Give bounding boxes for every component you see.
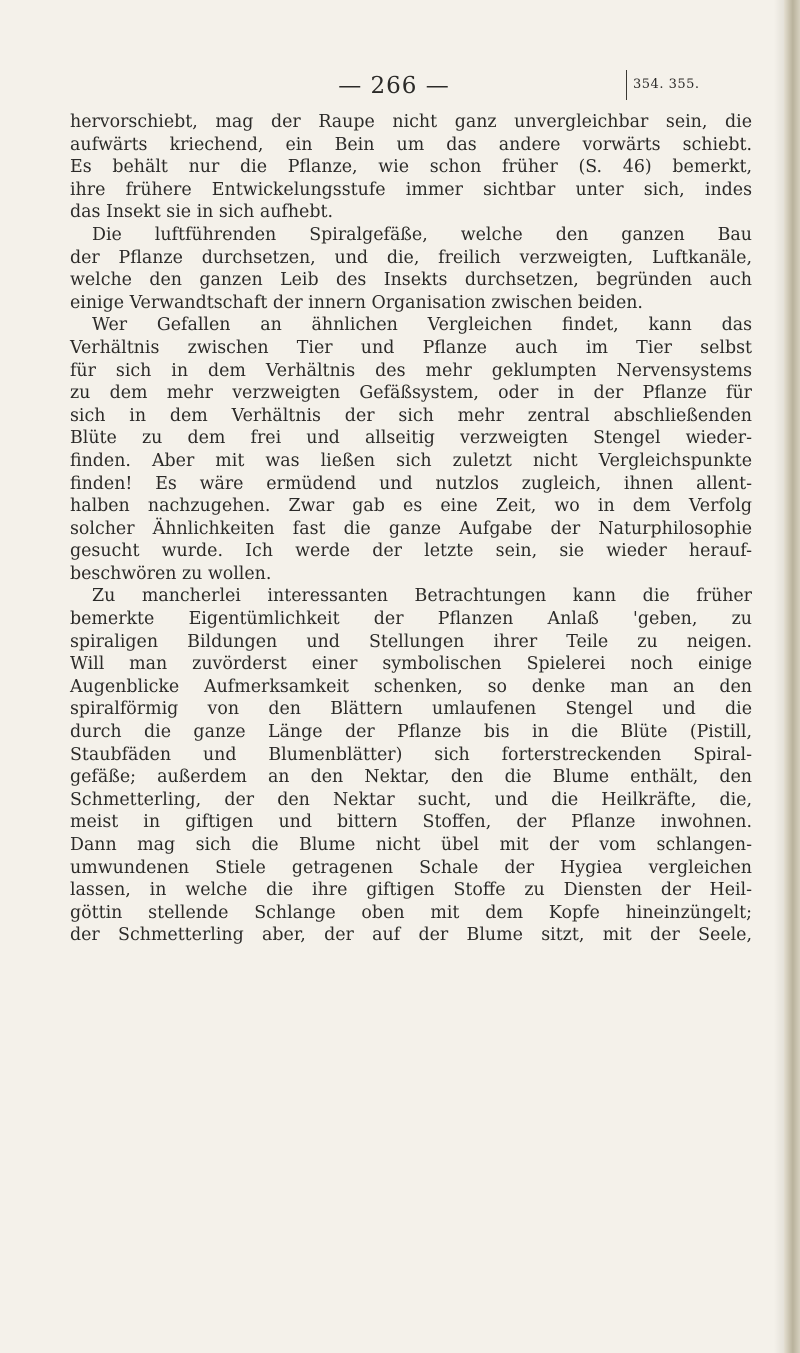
text-line: Augenblicke Aufmerksamkeit schenken, so denke man an den [70,676,752,697]
text-line: Schmetterling, der den Nektar sucht, und die Heilkräfte, die, [70,789,752,810]
body-text [70,111,752,947]
text-line: Dann mag sich die Blume nicht übel mit der vom schlangen- [70,835,752,855]
text-line: halben nachzugehen. Zwar gab es eine Zeit, wo in dem Verfolg [70,496,752,517]
page-header [0,66,784,106]
text-line: bemerkte Eigentümlichkeit der Pflanzen Anlaß 'geben, zu [70,609,752,630]
page-gutter-shadow [774,0,784,1353]
text-line: spiraligen Bildungen und Stellungen ihrer Teile zu neigen. [70,631,752,652]
text-line: Es behält nur die Pflanze, wie schon früher (S. 46) bemerkt, [70,157,752,178]
text-line: meist in giftigen und bittern Stoffen, der Pflanze inwohnen. [70,812,752,833]
text-line: göttin stellende Schlange oben mit dem Kopfe hineinzüngelt; [70,902,752,923]
text-line: einige Verwandtschaft der innern Organisation zwischen beiden. [70,292,643,313]
text-line: der Pflanze durchsetzen, und die, freilich verzweigten, Luftkanäle, [70,247,752,268]
text-line: solcher Ähnlichkeiten fast die ganze Aufgabe der Naturphilosophie [70,518,752,539]
section-signature: 354. 355. [626,70,700,100]
text-line: Die luftführenden Spiralgefäße, welche den ganzen Bau [92,224,752,245]
text-line: Blüte zu dem frei und allseitig verzweigten Stengel wieder- [70,428,752,449]
text-line: aufwärts kriechend, ein Bein um das andere vorwärts schiebt. [70,134,752,155]
page-number: — 266 — [338,73,450,99]
text-line: sich in dem Verhältnis der sich mehr zentral abschließenden [70,405,752,426]
text-line: das Insekt sie in sich aufhebt. [70,202,333,223]
text-line: lassen, in welche die ihre giftigen Stoffe zu Diensten der Heil- [70,880,752,901]
text-line: für sich in dem Verhältnis des mehr geklumpten Nervensystems [70,360,752,381]
text-line: hervorschiebt, mag der Raupe nicht ganz unvergleichbar sein, die [70,112,752,132]
text-line: Will man zuvörderst einer symbolischen Spielerei noch einige [70,654,752,675]
text-line: welche den ganzen Leib des Insekts durchsetzen, begründen auch [70,270,752,291]
text-line: beschwören zu wollen. [70,563,272,584]
text-line: Wer Gefallen an ähnlichen Vergleichen findet, kann das [92,315,752,336]
text-line: durch die ganze Länge der Pflanze bis in die Blüte (Pistill, [70,722,752,743]
text-line: Staubfäden und Blumenblätter) sich forterstreckenden Spiral- [70,744,752,765]
text-line: ihre frühere Entwickelungsstufe immer sichtbar unter sich, indes [70,179,752,200]
text-line: zu dem mehr verzweigten Gefäßsystem, oder in der Pflanze für [70,383,752,404]
text-line: spiralförmig von den Blättern umlaufenen Stengel und die [70,699,752,720]
text-line: gefäße; außerdem an den Nektar, den die Blume enthält, den [70,767,752,788]
text-line: Verhältnis zwischen Tier und Pflanze auch im Tier selbst [70,337,752,358]
text-line: der Schmetterling aber, der auf der Blume sitzt, mit der Seele, [70,925,752,946]
book-spine-edge [784,0,800,1353]
text-line: finden! Es wäre ermüdend und nutzlos zugleich, ihnen allent- [70,473,752,494]
text-line: gesucht wurde. Ich werde der letzte sein, sie wieder herauf- [70,541,752,562]
text-line: Zu mancherlei interessanten Betrachtungen kann die früher [92,586,752,607]
text-line: umwundenen Stiele getragenen Schale der Hygiea vergleichen [70,857,752,878]
text-line: finden. Aber mit was ließen sich zuletzt nicht Vergleichspunkte [70,450,752,471]
